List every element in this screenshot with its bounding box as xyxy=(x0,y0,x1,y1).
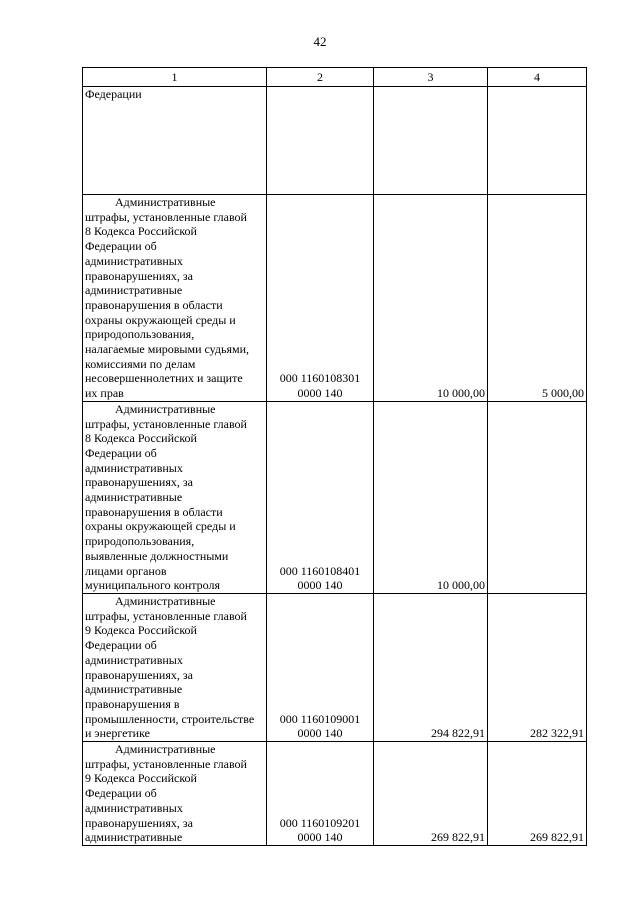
description-cell xyxy=(83,87,267,195)
value-cell: 269 822,91 xyxy=(374,742,488,846)
description-first-line: Административные xyxy=(115,742,216,757)
code-cell xyxy=(267,195,374,402)
value-cell xyxy=(374,87,488,195)
description-first-line: Административные xyxy=(115,593,216,608)
description-text: Федерации xyxy=(85,87,142,101)
value-cell: 10 000,00 xyxy=(374,401,488,593)
column-header: 1 xyxy=(83,68,267,87)
description-text: штрафы, установленные главой 8 Кодекса Российской Федерации об административных правонарушениях, за административные правонарушения в области охраны окружающей среды и природопользования, выявленные должностными лицами органов муниципального контроля xyxy=(85,416,247,593)
column-header: 4 xyxy=(488,68,587,87)
description-cell xyxy=(83,742,267,846)
description-cell xyxy=(83,195,267,402)
code-line: 000 1160108301 xyxy=(279,371,361,386)
code-line: 000 1160109201 xyxy=(279,815,361,830)
description-cell xyxy=(83,593,267,741)
code-line: 0000 140 xyxy=(297,578,343,593)
value-cell: 10 000,00 xyxy=(374,195,488,402)
code-cell xyxy=(267,87,374,195)
table-row xyxy=(83,742,587,846)
description-text: штрафы, установленные главой 8 Кодекса Российской Федерации об административных правонарушениях, за административные правонарушения в области охраны окружающей среды и природопользования, налагаемые мировыми судьями, комиссиями по делам несовершеннолетних и защите их прав xyxy=(85,209,250,401)
value-cell: 294 822,91 xyxy=(374,593,488,741)
description-text: штрафы, установленные главой 9 Кодекса Российской Федерации об административных правонарушениях, за административные xyxy=(85,756,247,845)
value-cell xyxy=(488,87,587,195)
value-cell: 269 822,91 xyxy=(488,742,587,846)
table-row xyxy=(83,87,587,195)
description-cell xyxy=(83,401,267,593)
code-line: 000 1160108401 xyxy=(279,563,361,578)
description-first-line: Административные xyxy=(115,401,216,416)
value-cell: 5 000,00 xyxy=(488,195,587,402)
page-number: 42 xyxy=(313,34,327,49)
table-row xyxy=(83,401,587,593)
value-cell: 282 322,91 xyxy=(488,593,587,741)
value-cell xyxy=(488,401,587,593)
code-line: 0000 140 xyxy=(297,386,343,401)
table-header-row xyxy=(83,68,587,87)
code-cell xyxy=(267,401,374,593)
description-first-line: Административные xyxy=(115,195,216,209)
code-cell xyxy=(267,742,374,846)
column-header: 3 xyxy=(374,68,488,87)
table-row xyxy=(83,593,587,741)
code-line: 0000 140 xyxy=(297,830,343,845)
description-text: штрафы, установленные главой 9 Кодекса Российской Федерации об административных правонарушениях, за административные правонарушения в промышленности, строительстве и энергетике xyxy=(85,608,255,741)
budget-table xyxy=(82,67,587,846)
code-cell xyxy=(267,593,374,741)
code-line: 000 1160109001 xyxy=(279,711,361,726)
code-line: 0000 140 xyxy=(297,726,343,741)
table-row xyxy=(83,195,587,402)
column-header: 2 xyxy=(267,68,374,87)
